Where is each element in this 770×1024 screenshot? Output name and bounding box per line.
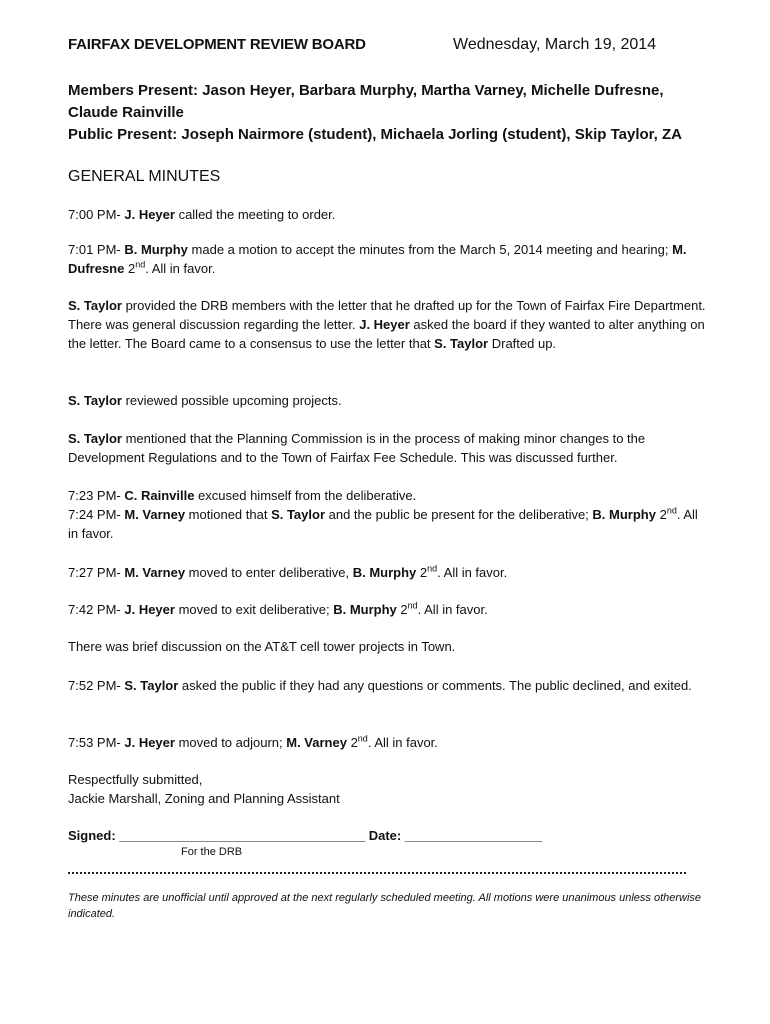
members-present: Members Present: Jason Heyer, Barbara Murphy, Martha Varney, Michelle Dufresne, Claude Rainville <box>68 82 664 121</box>
minute-entry: 7:52 PM- S. Taylor asked the public if they had any questions or comments. The public declined, and exited. <box>68 678 692 693</box>
public-present: Public Present: Joseph Nairmore (student), Michaela Jorling (student), Skip Taylor, ZA <box>68 126 682 143</box>
minute-entry: S. Taylor provided the DRB members with the letter that he drafted up for the Town of Fairfax Fire Department. There was general discussion regarding the letter. J. Heyer asked the board if they wanted to alter anything on the letter. The Board came to a consensus to use the letter that S. Taylor Drafted up. <box>68 298 706 351</box>
minute-entry: 7:53 PM- J. Heyer moved to adjourn; M. Varney 2nd. All in favor. <box>68 733 438 750</box>
meeting-date: Wednesday, March 19, 2014 <box>453 36 657 53</box>
signature-line: Signed: __________________________________ Date: ___________________ <box>68 828 543 843</box>
signature-caption: For the DRB <box>181 846 243 858</box>
minute-entry: There was brief discussion on the AT&T cell tower projects in Town. <box>68 639 456 654</box>
minute-entry: 7:23 PM- C. Rainville excused himself from the deliberative. <box>68 488 417 503</box>
minute-entry: S. Taylor mentioned that the Planning Commission is in the process of making minor changes to the Development Regulations and to the Town of Fairfax Fee Schedule. This was discussed further. <box>68 431 646 465</box>
footer-note: These minutes are unofficial until approved at the next regularly scheduled meeting. All motions were unanimous unless otherwise indicated. <box>68 892 702 920</box>
minute-entry: 7:42 PM- J. Heyer moved to exit deliberative; B. Murphy 2nd. All in favor. <box>68 600 488 617</box>
minute-entry: S. Taylor reviewed possible upcoming projects. <box>68 393 342 408</box>
dotted-divider <box>68 872 686 874</box>
minute-entry: 7:24 PM- M. Varney motioned that S. Taylor and the public be present for the deliberative; B. Murphy 2nd. All in favor. <box>68 505 698 541</box>
section-title: GENERAL MINUTES <box>68 168 221 185</box>
minute-entry: 7:00 PM- J. Heyer called the meeting to order. <box>68 207 336 222</box>
attendance-block <box>68 80 708 146</box>
minute-entry: 7:27 PM- M. Varney moved to enter deliberative, B. Murphy 2nd. All in favor. <box>68 563 508 580</box>
submitter-name: Jackie Marshall, Zoning and Planning Assistant <box>68 791 340 806</box>
minute-entry: 7:01 PM- B. Murphy made a motion to accept the minutes from the March 5, 2014 meeting and hearing; M. Dufresne 2nd. All in favor. <box>68 242 687 276</box>
board-name: FAIRFAX DEVELOPMENT REVIEW BOARD <box>68 36 366 53</box>
closing-block <box>68 770 708 808</box>
closing-line: Respectfully submitted, <box>68 772 203 787</box>
